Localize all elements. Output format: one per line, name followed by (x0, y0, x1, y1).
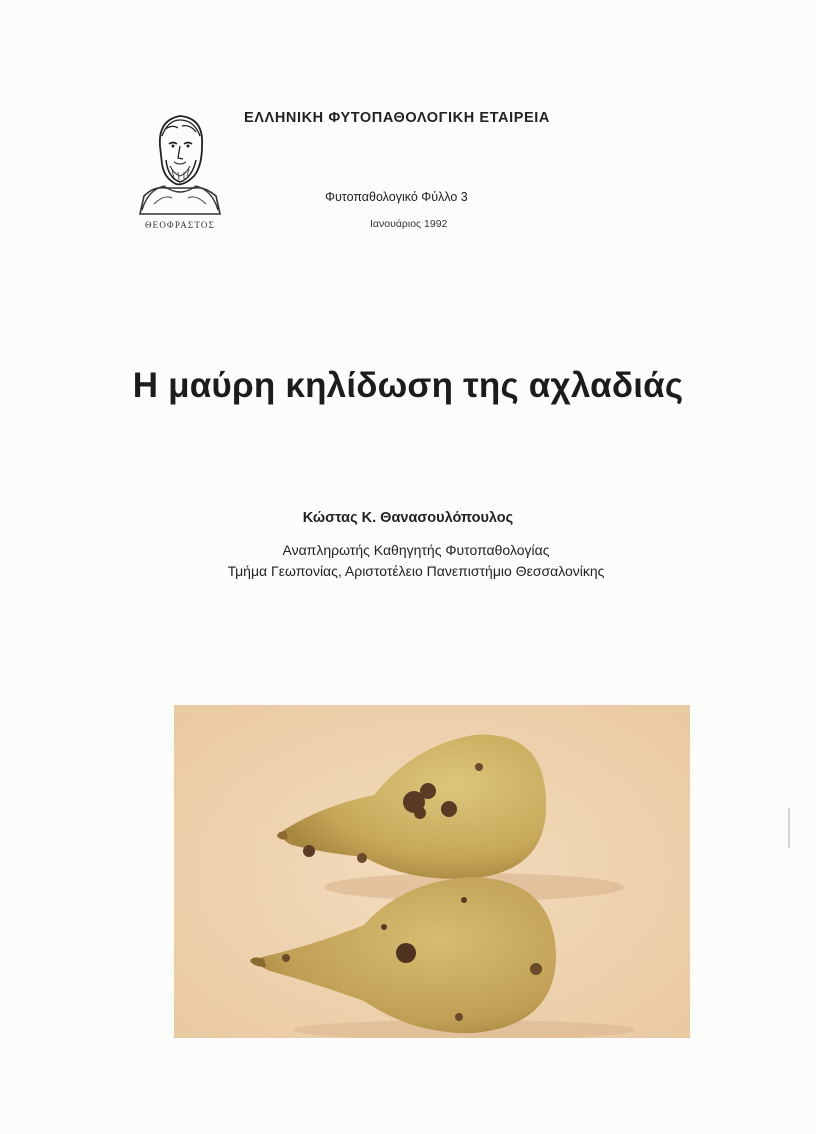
author-name: Κώστας Κ. Θανασουλόπουλος (302, 510, 514, 526)
society-name: ΕΛΛΗΝΙΚΗ ΦΥΤΟΠΑΘΟΛΟΓΙΚΗ ΕΤΑΙΡΕΙΑ (244, 110, 550, 126)
pear-photo (174, 705, 690, 1038)
logo-caption: ΘΕΟΦΡΑΣΤΟΣ (144, 220, 216, 230)
society-logo (134, 106, 226, 236)
author-institution: Τμήμα Γεωπονίας, Αριστοτέλειο Πανεπιστήμιο Θεσσαλονίκης (227, 563, 605, 579)
sheet-number: Φυτοπαθολογικό Φύλλο 3 (325, 190, 468, 204)
scan-mark (788, 808, 790, 848)
author-position: Αναπληρωτής Καθηγητής Φυτοπαθολογίας (282, 542, 550, 558)
page-title: Η μαύρη κηλίδωση της αχλαδιάς (132, 366, 684, 405)
theophrastus-bust-icon (134, 106, 226, 218)
publication-date: Ιανουάριος 1992 (370, 218, 448, 230)
